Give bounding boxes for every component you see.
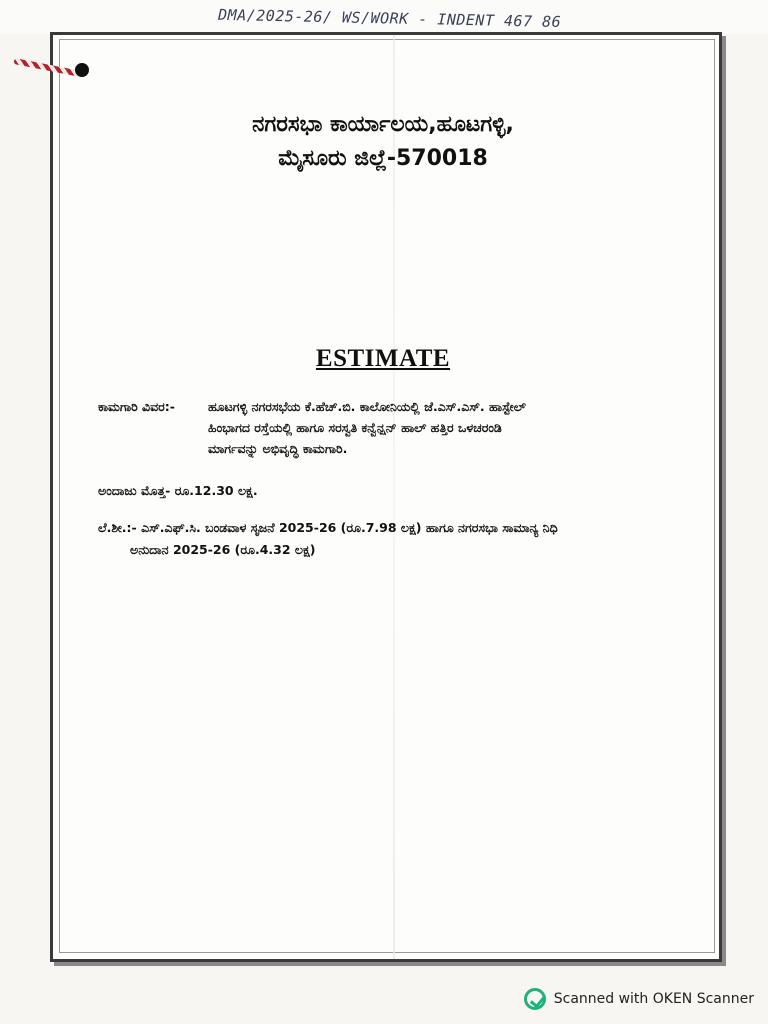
office-district: ಮೈಸೂರು ಜಿಲ್ಲೆ-570018: [278, 146, 488, 171]
scanner-watermark: [524, 988, 754, 1010]
document-title: ESTIMATE: [315, 345, 451, 372]
punch-hole: [75, 63, 89, 77]
scanner-logo-icon: [524, 988, 546, 1010]
work-details-line: ಹೂಟಗಳ್ಳಿ ನಗರಸಭೆಯ ಕೆ.ಹೆಚ್.ಬಿ. ಕಾಲೋನಿಯಲ್ಲಿ ಜೆ.ಎಸ್.ಎಸ್. ಹಾಸ್ಟೇಲ್: [208, 399, 526, 414]
work-details-line: ಹಿಂಭಾಗದ ರಸ್ತೆಯಲ್ಲಿ ಹಾಗೂ ಸರಸ್ವತಿ ಕನ್ವೆನ್ಷನ್ ಹಾಲ್ ಹತ್ತಿರ ಒಳಚರಂಡಿ: [208, 420, 502, 435]
page-fold-line: [393, 35, 395, 959]
work-details-line: ಮಾರ್ಗವನ್ನು ಅಭಿವೃದ್ಧಿ ಕಾಮಗಾರಿ.: [208, 441, 348, 456]
handwritten-reference-number: DMA/2025-26/ WS/WORK - INDENT 467 86: [217, 5, 562, 31]
office-name: ನಗರಸಭಾ ಕಾರ್ಯಾಲಯ,ಹೂಟಗಳ್ಳಿ,: [252, 112, 514, 137]
scanner-watermark-text: Scanned with OKEN Scanner: [553, 991, 754, 1007]
head-of-account-line: ಲೆ.ಶೀ.:- ಎಸ್.ಎಫ್.ಸಿ. ಬಂಡವಾಳ ಸೃಜನೆ 2025-26 (ರೂ.7.98 ಲಕ್ಷ) ಹಾಗೂ ನಗರಸಭಾ ಸಾಮಾನ್ಯ ನಿಧಿ: [98, 520, 558, 535]
work-details-label: ಕಾಮಗಾರಿ ವಿವರ:-: [98, 399, 175, 414]
estimated-amount: ಅಂದಾಜು ಮೊತ್ತ- ರೂ.12.30 ಲಕ್ಷ.: [98, 483, 258, 498]
head-of-account-line: ಅನುದಾನ 2025-26 (ರೂ.4.32 ಲಕ್ಷ): [130, 542, 316, 557]
